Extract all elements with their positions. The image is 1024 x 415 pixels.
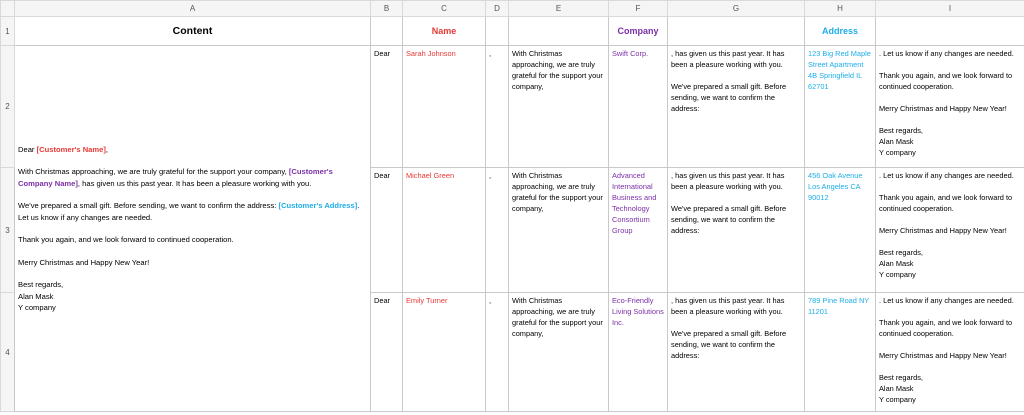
column-header-h[interactable]: H	[805, 1, 876, 17]
cell-d4[interactable]: ,	[486, 293, 509, 412]
cell-f2-company[interactable]: Swift Corp.	[609, 46, 668, 168]
cell-i1[interactable]	[876, 17, 1024, 46]
template-greeting: Dear [Customer's Name],	[18, 144, 109, 154]
cell-h4-address[interactable]: 789 Pine Road NY 11201	[805, 293, 876, 412]
cell-f3-company[interactable]: Advanced International Business and Technology Consortium Group	[609, 168, 668, 293]
cell-f1-company-header[interactable]: Company	[609, 17, 668, 46]
cell-h1-address-header[interactable]: Address	[805, 17, 876, 46]
cell-e3[interactable]: With Christmas approaching, we are truly grateful for the support your company,	[509, 168, 609, 293]
address-placeholder: [Customer's Address]	[278, 201, 358, 210]
cell-f4-company[interactable]: Eco-Friendly Living Solutions Inc.	[609, 293, 668, 412]
row-header-2[interactable]: 2	[1, 46, 15, 168]
column-header-d[interactable]: D	[486, 1, 509, 17]
row-header-1[interactable]: 1	[1, 17, 15, 46]
cell-e4[interactable]: With Christmas approaching, we are truly grateful for the support your company,	[509, 293, 609, 412]
cell-a2-letter-template[interactable]	[15, 46, 371, 412]
column-header-g[interactable]: G	[668, 1, 805, 17]
cell-b4[interactable]: Dear	[371, 293, 403, 412]
cell-d1[interactable]	[486, 17, 509, 46]
cell-d3[interactable]: ,	[486, 168, 509, 293]
cell-c1-name-header[interactable]: Name	[403, 17, 486, 46]
customer-name-placeholder: [Customer's Name]	[36, 144, 106, 154]
cell-c4-name[interactable]: Emily Turner	[403, 293, 486, 412]
cell-i3[interactable]: . Let us know if any changes are needed. Thank you again, and we look forward to continued cooperation. Merry Christmas and Happy New Year! Best regards, Alan Mask Y company	[876, 168, 1024, 293]
cell-b3[interactable]: Dear	[371, 168, 403, 293]
cell-h3-address[interactable]: 456 Oak Avenue Los Angeles CA 90012	[805, 168, 876, 293]
column-header-b[interactable]: B	[371, 1, 403, 17]
template-line-4: Merry Christmas and Happy New Year!	[18, 257, 150, 267]
cell-i4[interactable]: . Let us know if any changes are needed. Thank you again, and we look forward to continued cooperation. Merry Christmas and Happy New Year! Best regards, Alan Mask Y company	[876, 293, 1024, 412]
cell-i2[interactable]: . Let us know if any changes are needed. Thank you again, and we look forward to continued cooperation. Merry Christmas and Happy New Year! Best regards, Alan Mask Y company	[876, 46, 1024, 168]
cell-e2[interactable]: With Christmas approaching, we are truly grateful for the support your company,	[509, 46, 609, 168]
column-header-e[interactable]: E	[509, 1, 609, 17]
cell-e1[interactable]	[509, 17, 609, 46]
cell-d2[interactable]: ,	[486, 46, 509, 168]
row-header-3[interactable]: 3	[1, 168, 15, 293]
template-line-3: Thank you again, and we look forward to continued cooperation.	[18, 235, 234, 244]
column-header-i[interactable]: I	[876, 1, 1024, 17]
cell-a1-content-header[interactable]: Content	[15, 17, 371, 46]
column-header-f[interactable]: F	[609, 1, 668, 17]
column-header-c[interactable]: C	[403, 1, 486, 17]
cell-g4[interactable]: , has given us this past year. It has been a pleasure working with you. We've prepared a small gift. Before sending, we want to confirm the address:	[668, 293, 805, 412]
cell-g1[interactable]	[668, 17, 805, 46]
cell-g2[interactable]: , has given us this past year. It has been a pleasure working with you. We've prepared a small gift. Before sending, we want to confirm the address:	[668, 46, 805, 168]
cell-g3[interactable]: , has given us this past year. It has been a pleasure working with you. We've prepared a small gift. Before sending, we want to confirm the address:	[668, 168, 805, 293]
cell-h2-address[interactable]: 123 Big Red Maple Street Apartment 4B Springfield IL 62701	[805, 46, 876, 168]
cell-c3-name[interactable]: Michael Green	[403, 168, 486, 293]
template-line-2: We've prepared a small gift. Before sending, we want to confirm the address: [Customer's Address]. Let us know if any changes are needed.	[18, 201, 360, 222]
cell-b2[interactable]: Dear	[371, 46, 403, 168]
company-name-placeholder: [Customer's Company Name]	[18, 167, 333, 188]
cell-b1[interactable]	[371, 17, 403, 46]
cell-c2-name[interactable]: Sarah Johnson	[403, 46, 486, 168]
row-header-4[interactable]: 4	[1, 293, 15, 412]
column-header-a[interactable]: A	[15, 1, 371, 17]
template-signature: Best regards, Alan Mask Y company	[18, 280, 64, 312]
template-line-1: With Christmas approaching, we are truly grateful for the support your company, [Customer's Company Name], has given us this past year. It has been a pleasure working with you.	[18, 167, 333, 188]
select-all-corner[interactable]	[1, 1, 15, 17]
